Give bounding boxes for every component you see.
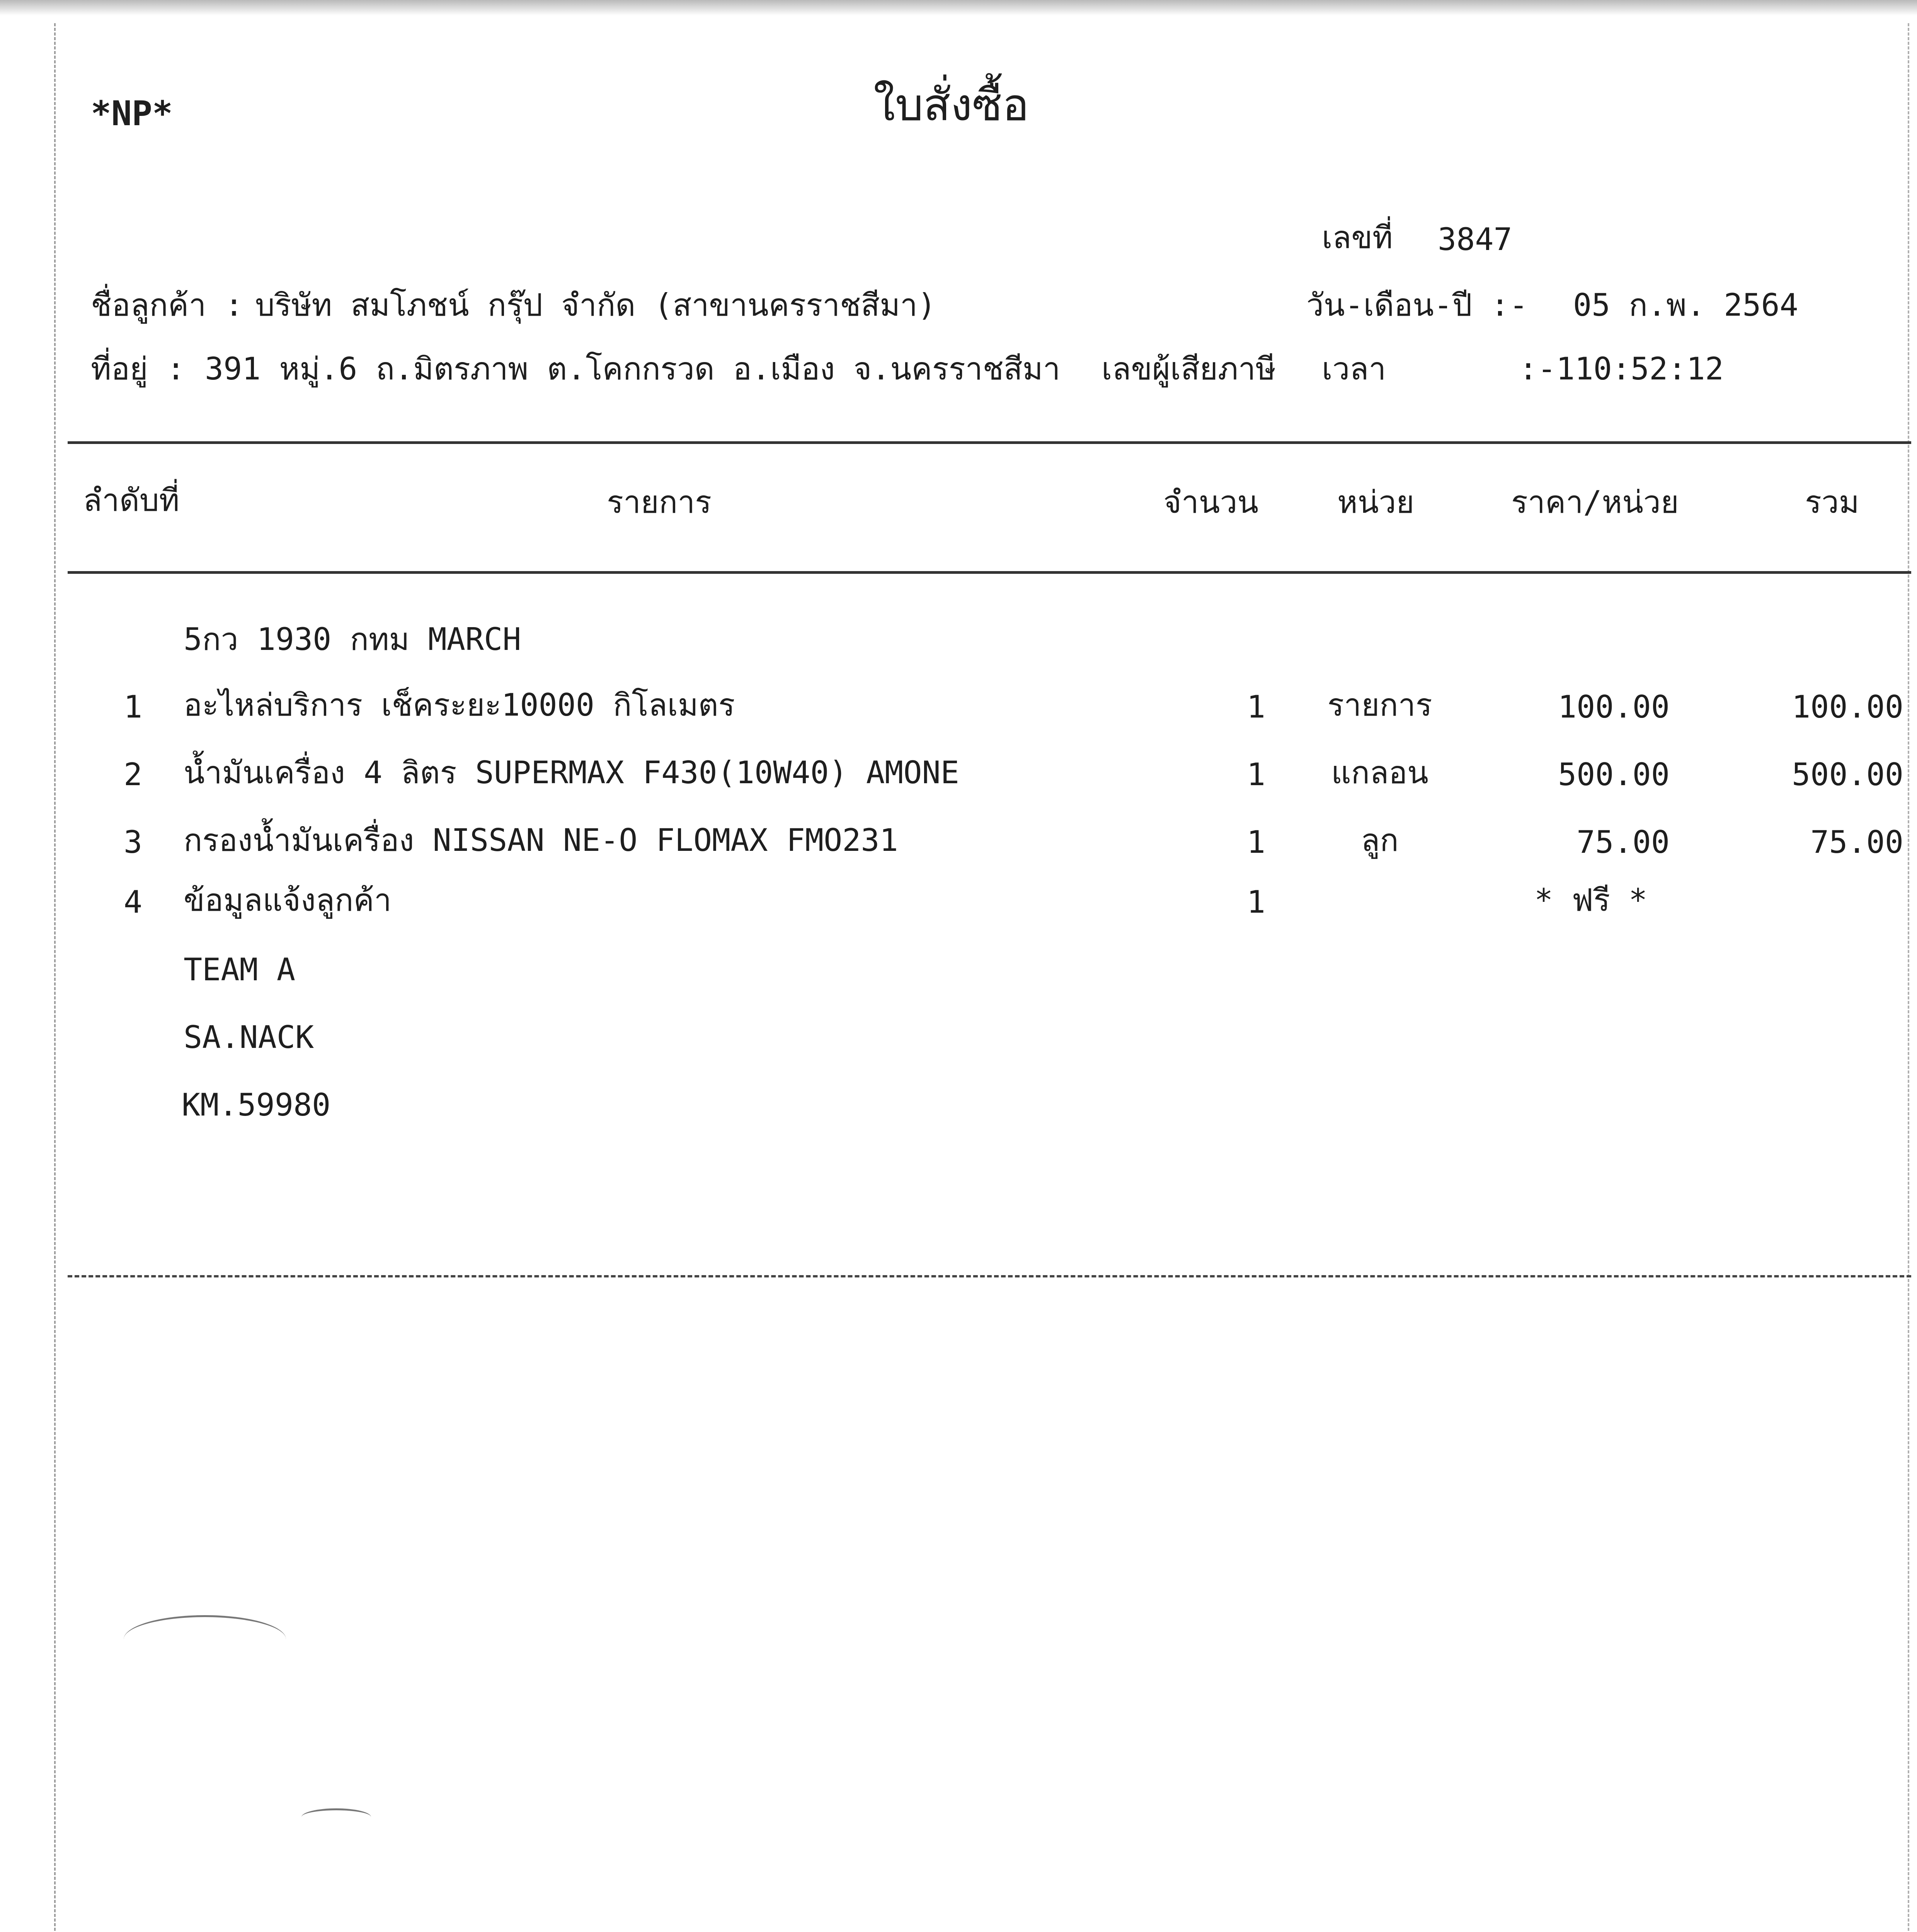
row-free-label: * ฟรี * bbox=[1534, 882, 1648, 918]
scan-mark bbox=[301, 1808, 371, 1826]
time-value: :-110:52:12 bbox=[1519, 351, 1724, 387]
row-unit-price: 75.00 bbox=[1577, 824, 1670, 860]
store-code: *NP* bbox=[91, 94, 173, 133]
doc-number: 3847 bbox=[1438, 221, 1512, 257]
row-number: 4 bbox=[124, 884, 143, 920]
column-header-quantity: จำนวน bbox=[1163, 484, 1259, 520]
column-header-unit-price: ราคา/หน่วย bbox=[1511, 484, 1679, 520]
row-description: อะไหล่บริการ เช็คระยะ10000 กิโลเมตร bbox=[184, 687, 735, 723]
form-border-left bbox=[54, 23, 56, 1932]
header-divider bbox=[68, 441, 1911, 444]
date-value: 05 ก.พ. 2564 bbox=[1573, 287, 1798, 323]
row-quantity: 1 bbox=[1246, 884, 1266, 920]
row-description: ข้อมูลแจ้งลูกค้า bbox=[184, 882, 392, 918]
date-label: วัน-เดือน-ปี :- bbox=[1306, 287, 1528, 323]
row-unit: รายการ bbox=[1327, 687, 1432, 723]
doc-number-label: เลขที่ bbox=[1322, 219, 1393, 255]
customer-label: ชื่อลูกค้า : bbox=[91, 287, 243, 323]
column-header-unit: หน่วย bbox=[1337, 484, 1415, 520]
note-team: TEAM A bbox=[184, 952, 295, 988]
row-number: 1 bbox=[124, 689, 143, 725]
column-header-no: ลำดับที่ bbox=[83, 482, 180, 518]
row-quantity: 1 bbox=[1246, 689, 1266, 725]
note-mileage: KM.59980 bbox=[182, 1087, 331, 1123]
row-unit: ลูก bbox=[1361, 822, 1399, 858]
row-total: 500.00 bbox=[1792, 757, 1903, 793]
address: 391 หมู่.6 ถ.มิตรภาพ ต.โคกกรวด อ.เมือง จ.นครราชสีมา bbox=[205, 351, 1061, 387]
tax-id-label: เลขผู้เสียภาษี bbox=[1102, 351, 1276, 387]
row-unit: แกลอน bbox=[1331, 755, 1428, 791]
customer-name: บริษัท สมโภชน์ กรุ๊ป จำกัด (สาขานครราชสีมา) bbox=[255, 287, 936, 323]
column-header-divider bbox=[68, 571, 1911, 574]
note-service-advisor: SA.NACK bbox=[184, 1019, 314, 1055]
items-end-divider bbox=[68, 1275, 1911, 1277]
row-quantity: 1 bbox=[1246, 824, 1266, 860]
address-label: ที่อยู่ : bbox=[91, 351, 185, 387]
row-unit-price: 500.00 bbox=[1558, 757, 1670, 793]
time-label: เวลา bbox=[1322, 351, 1386, 387]
column-header-description: รายการ bbox=[607, 484, 712, 520]
form-border-right bbox=[1908, 23, 1909, 1932]
column-header-total: รวม bbox=[1805, 484, 1859, 520]
vehicle-line: 5กว 1930 กทม MARCH bbox=[184, 621, 521, 657]
row-total: 75.00 bbox=[1810, 824, 1903, 860]
row-quantity: 1 bbox=[1246, 757, 1266, 793]
row-description: น้ำมันเครื่อง 4 ลิตร SUPERMAX F430(10W40) AMONE bbox=[184, 755, 959, 791]
row-total: 100.00 bbox=[1792, 689, 1903, 725]
row-number: 2 bbox=[124, 757, 143, 793]
scan-mark bbox=[124, 1615, 286, 1663]
row-description: กรองน้ำมันเครื่อง NISSAN NE-O FLOMAX FMO231 bbox=[184, 822, 898, 858]
row-number: 3 bbox=[124, 824, 143, 860]
row-unit-price: 100.00 bbox=[1558, 689, 1670, 725]
document-title: ใบสั่งซื้อ bbox=[873, 79, 1029, 131]
paper-top-edge bbox=[0, 0, 1917, 15]
